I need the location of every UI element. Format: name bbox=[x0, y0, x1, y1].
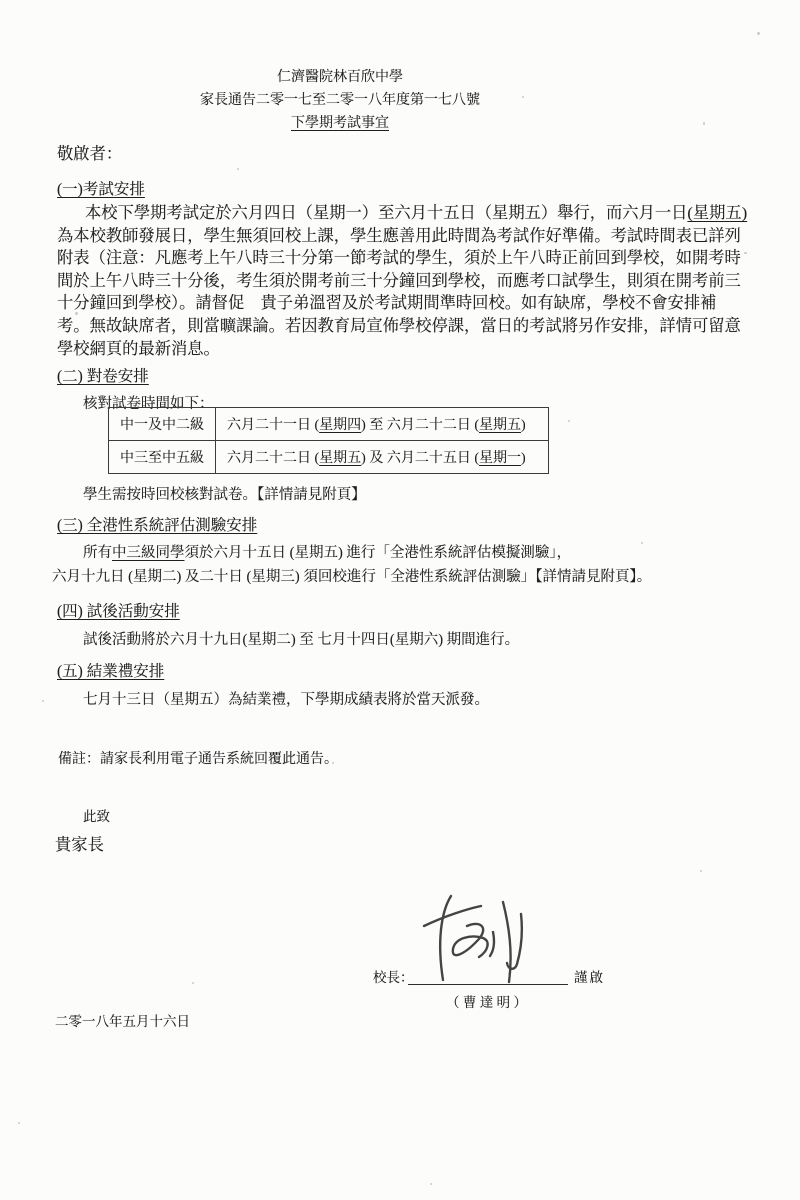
scan-speck bbox=[332, 762, 334, 764]
principal-signature-scribble bbox=[415, 890, 555, 988]
table-cell-level: 中一及中二級 bbox=[109, 408, 216, 441]
scan-speck bbox=[18, 1122, 20, 1124]
section4-heading: (四) 試後活動安排 bbox=[57, 603, 180, 620]
body-line: 考。無故缺席者，則當曠課論。若因教育局宣佈學校停課，當日的考試將另作安排，詳情可留意 bbox=[57, 315, 741, 335]
scan-speck bbox=[237, 168, 239, 170]
section1-paragraph bbox=[57, 202, 757, 360]
section5-heading: (五) 結業禮安排 bbox=[57, 663, 165, 680]
remark: 備註：請家長利用電子通告系統回覆此通告。 bbox=[58, 752, 338, 767]
section1-heading: (一)考試安排 bbox=[57, 181, 145, 198]
notice-date: 二零一八年五月十六日 bbox=[55, 1014, 190, 1029]
section2-intro: 核對試卷時間如下： bbox=[83, 396, 214, 412]
scan-speck bbox=[42, 700, 44, 702]
closing-recipient: 貴家長 bbox=[55, 835, 104, 854]
notice-number: 家長通告二零一七至二零一八年度第一七八號 bbox=[200, 93, 480, 108]
body-line: 間於上午八時三十分後，考生須於開考前三十分鐘回到學校，而應考口試學生，則須在開考前三 bbox=[57, 270, 741, 290]
salutation: 敬啟者： bbox=[57, 144, 123, 163]
section2-note: 學生需按時回校核對試卷。【詳情請見附頁】 bbox=[83, 487, 366, 503]
section2-heading: (二) 對卷安排 bbox=[57, 368, 149, 385]
scan-speck bbox=[757, 32, 760, 35]
body-line: 七月十三日（星期五）為結業禮，下學期成績表將於當天派發。 bbox=[83, 692, 489, 708]
scan-speck bbox=[700, 870, 702, 872]
notice-subject: 下學期考試事宜 bbox=[291, 116, 389, 131]
scan-speck bbox=[75, 312, 78, 315]
principal-name: （ 曹 達 明 ） bbox=[446, 995, 527, 1010]
scan-speck bbox=[641, 542, 643, 544]
body-line: 所有中三級同學須於六月十五日 (星期五) 進行「全港性系統評估模擬測驗」， bbox=[83, 545, 572, 561]
body-line: 附表（注意：凡應考上午八時三十分第一節考試的學生，須於上午八時正前回到學校，如開考時 bbox=[57, 248, 741, 268]
body-line: 試後活動將於六月十九日(星期二) 至 七月十四日(星期六) 期間進行。 bbox=[83, 632, 520, 648]
table-cell-dates: 六月二十二日 (星期五) 及 六月二十五日 (星期一) bbox=[216, 441, 549, 474]
table-row bbox=[109, 408, 549, 441]
scan-speck bbox=[430, 1183, 432, 1185]
table-cell-dates: 六月二十一日 (星期四) 至 六月二十二日 (星期五) bbox=[216, 408, 549, 441]
scan-speck bbox=[192, 982, 194, 984]
scan-speck bbox=[522, 96, 524, 98]
scan-speck bbox=[703, 122, 705, 125]
mark-checking-schedule-table bbox=[108, 407, 549, 474]
body-line: 學校網頁的最新消息。 bbox=[57, 338, 220, 358]
body-line: 本校下學期考試定於六月四日（星期一）至六月十五日（星期五）舉行，而六月一日(星期五) bbox=[85, 203, 748, 222]
table-row bbox=[109, 441, 549, 474]
body-line: 六月十九日 (星期二) 及二十日 (星期三) 須回校進行「全港性系統評估測驗」【詳情請見附頁】。 bbox=[52, 569, 652, 585]
table-cell-level: 中三至中五級 bbox=[109, 441, 216, 474]
body-line: 為本校教師發展日，學生無須回校上課，學生應善用此時間為考試作好準備。考試時間表已詳列 bbox=[57, 225, 741, 245]
principal-label: 校長： bbox=[373, 970, 414, 985]
section3-heading: (三) 全港性系統評估測驗安排 bbox=[57, 517, 258, 534]
scan-speck bbox=[568, 420, 570, 422]
body-line: 十分鐘回到學校）。請督促 貴子弟溫習及於考試期間準時回校。如有缺席，學校不會安排補 bbox=[57, 293, 717, 313]
closing-salute: 此致 bbox=[83, 809, 110, 824]
signature-line bbox=[408, 984, 568, 985]
school-name: 仁濟醫院林百欣中學 bbox=[277, 70, 403, 85]
notice-header bbox=[0, 66, 680, 135]
scan-speck bbox=[744, 252, 747, 254]
signature-honorific: 謹啟 bbox=[574, 970, 605, 985]
